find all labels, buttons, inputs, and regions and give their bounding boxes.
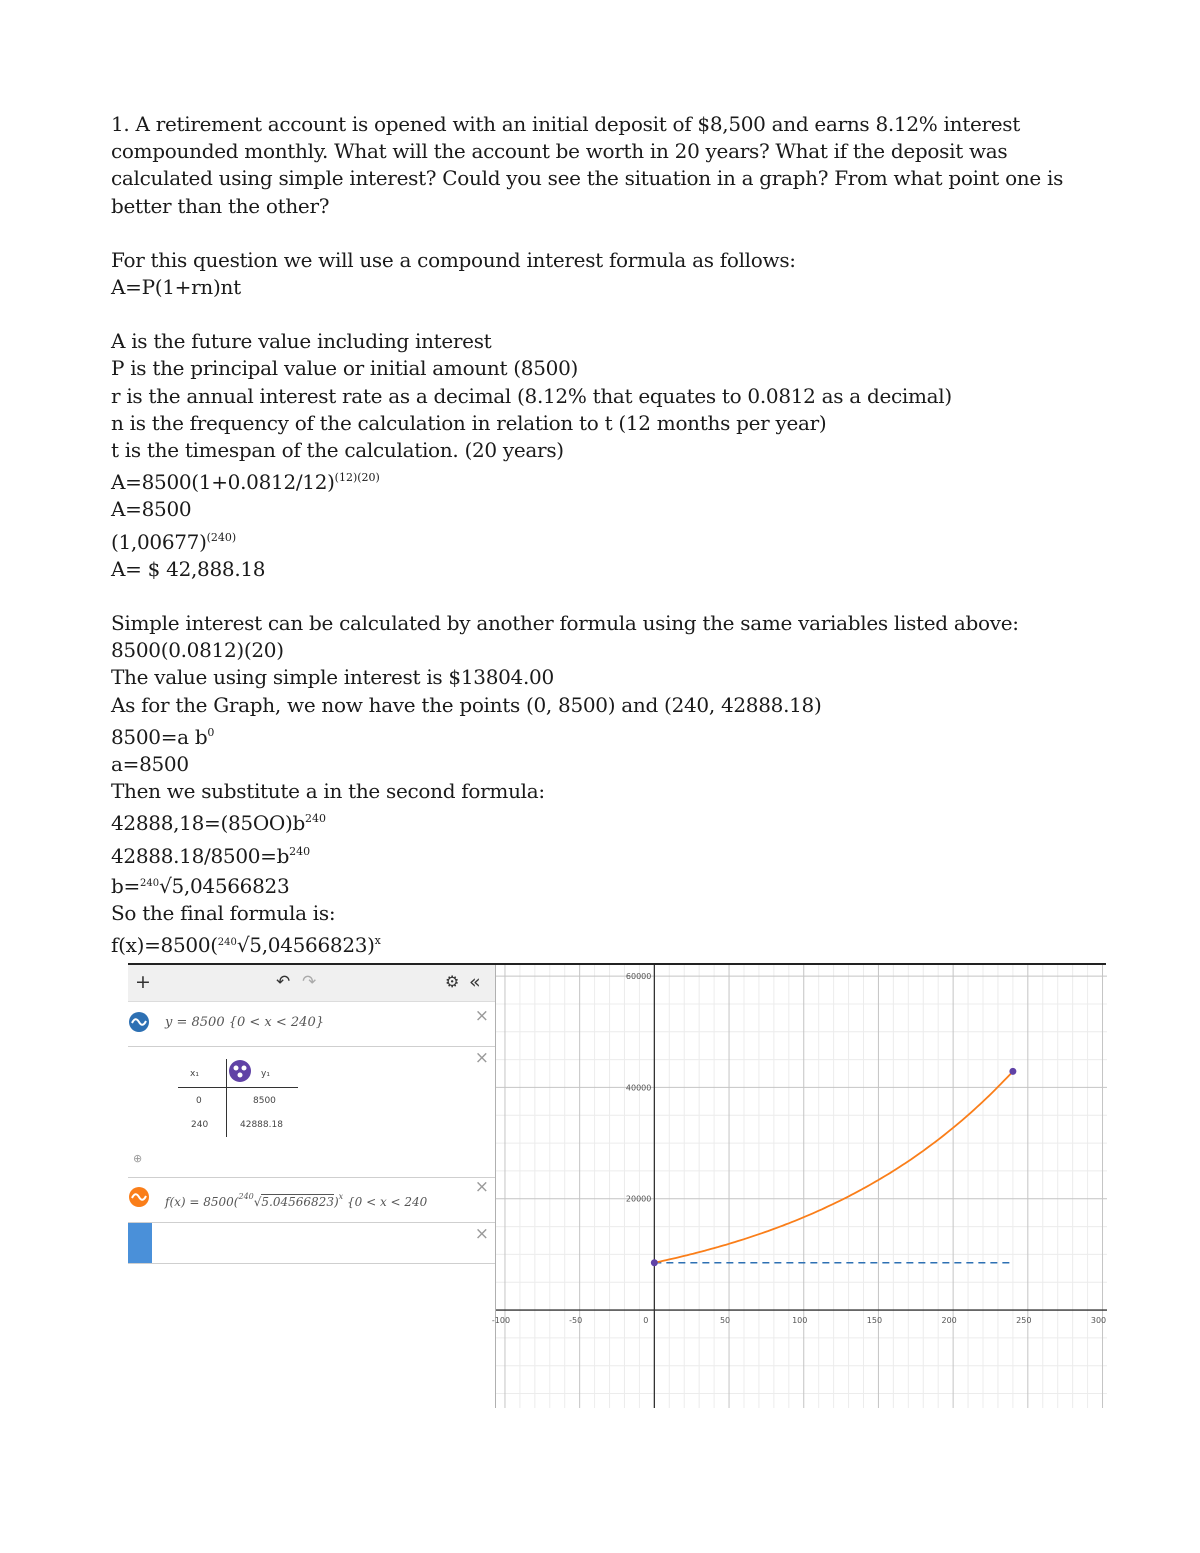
definition-t: t is the timespan of the calculation. (20 years) [111, 438, 564, 463]
data-point [651, 1259, 658, 1266]
expression-toolbar [128, 965, 495, 1002]
wave-icon[interactable] [129, 1012, 149, 1032]
table-cell[interactable]: 240 [191, 1120, 209, 1130]
redo-icon[interactable]: ↷ [302, 972, 317, 992]
empty-expression-row[interactable] [128, 1223, 495, 1264]
calculation-result: A= $ 42,888.18 [111, 556, 266, 581]
definition-n: n is the frequency of the calculation in relation to t (12 months per year) [111, 410, 827, 435]
graph-points-text: As for the Graph, we now have the points (0, 8500) and (240, 42888.18) [111, 692, 822, 717]
x-tick-label: -100 [491, 1316, 511, 1326]
expression-2-radicand: 5.04566823 [261, 1195, 334, 1209]
final-exponent: x [374, 934, 381, 948]
expression-1-text[interactable]: y = 8500 {0 < x < 240} [165, 1015, 324, 1030]
definition-p: P is the principal value or initial amount (8500) [111, 356, 578, 381]
y-tick-label: 20000 [625, 1194, 652, 1204]
step-6 [111, 870, 1091, 900]
delete-icon[interactable]: × [474, 1006, 489, 1026]
step1-exponent: 0 [207, 725, 215, 739]
calc3-base: (1,00677) [111, 529, 207, 554]
x-tick-label: 0 [643, 1316, 649, 1326]
y-tick-label: 40000 [625, 1083, 652, 1093]
calc1-exponent: (12)(20) [334, 471, 380, 485]
final-radicand: √5,04566823) [236, 933, 375, 958]
final-pre: f(x)=8500( [111, 933, 218, 958]
x-tick-label: 300 [1090, 1316, 1107, 1326]
step-5 [111, 838, 1091, 870]
expression-panel [128, 965, 495, 1408]
data-point [1009, 1068, 1016, 1075]
active-row-indicator [128, 1223, 152, 1263]
document-body [111, 111, 1091, 959]
table-row[interactable] [128, 1047, 495, 1178]
simple-formula: 8500(0.0812)(20) [111, 638, 284, 663]
final-label: So the final formula is: [111, 901, 336, 926]
y-tick-label: 60000 [625, 972, 652, 982]
step6-root-index: 240 [139, 877, 160, 889]
expression-2-root-index: 240 [238, 1192, 254, 1201]
table-cell[interactable]: 42888.18 [240, 1120, 283, 1130]
step-3: Then we substitute a in the second formula: [111, 779, 545, 804]
expression-row-1[interactable] [128, 1002, 495, 1047]
calculation-step-3 [111, 524, 1091, 556]
step-1 [111, 719, 1091, 751]
table-cell[interactable]: 0 [196, 1096, 202, 1106]
step5-exponent: 240 [289, 844, 311, 858]
definition-r: r is the annual interest rate as a decimal (8.12% that equates to 0.0812 as a decimal) [111, 383, 952, 408]
point-style-icon[interactable] [228, 1059, 252, 1083]
table-cell[interactable]: 8500 [253, 1096, 276, 1106]
graph-area[interactable] [491, 965, 1107, 1408]
add-icon[interactable]: + [135, 971, 151, 993]
step4-base: 42888,18=(85OO)b [111, 811, 306, 836]
final-formula [111, 927, 1091, 959]
table-column-divider [226, 1059, 227, 1137]
calc3-exponent: (240) [206, 530, 237, 544]
x-tick-label: 50 [719, 1316, 731, 1326]
calculation-step-2: A=8500 [111, 497, 192, 522]
calculation-step-1 [111, 464, 1091, 496]
intro-text: For this question we will use a compound interest formula as follows: [111, 247, 796, 272]
step5-base: 42888.18/8500=b [111, 843, 290, 868]
x-tick-label: 100 [792, 1316, 808, 1326]
step6-pre: b= [111, 873, 140, 898]
step4-exponent: 240 [305, 812, 327, 826]
step1-base: 8500=a b [111, 724, 208, 749]
simple-value: The value using simple interest is $13804.00 [111, 665, 554, 690]
calc1-base: A=8500(1+0.0812/12) [111, 470, 335, 495]
question-text: 1. A retirement account is opened with an initial deposit of $8,500 and earns 8.12% interest compounded monthly. What will the account be worth in 20 years? What if the deposit was calculated using simple interest? Could you see the situation in a graph? From what point one is better than the other? [111, 112, 1064, 218]
simple-intro: Simple interest can be calculated by another formula using the same variables listed above: [111, 611, 1019, 636]
delete-icon[interactable]: × [474, 1177, 489, 1197]
gear-icon[interactable]: ⚙ [445, 972, 460, 991]
table-header-line [178, 1087, 298, 1088]
x-tick-label: 200 [941, 1316, 957, 1326]
final-root-index: 240 [217, 937, 237, 949]
wave-icon[interactable] [129, 1187, 149, 1207]
table-header-x: x₁ [190, 1069, 199, 1079]
table-header-y: y₁ [261, 1069, 270, 1079]
expression-row-2[interactable] [128, 1178, 495, 1223]
x-tick-label: 250 [1016, 1316, 1032, 1326]
delete-icon[interactable]: × [474, 1048, 489, 1068]
delete-icon[interactable]: × [474, 1224, 489, 1244]
x-tick-label: 150 [866, 1316, 883, 1326]
step-2: a=8500 [111, 752, 189, 777]
zoom-fit-icon[interactable]: ⊕ [133, 1152, 143, 1165]
expression-2-text[interactable]: $f(x) = 8500(^{240}√5.04566823)^x$ {0 < x < 240 [165, 1192, 428, 1209]
definition-a: A is the future value including interest [111, 329, 492, 354]
compound-formula: A=P(1+rn)nt [111, 275, 241, 300]
expression-2-exponent: x [338, 1192, 344, 1201]
desmos-screenshot [128, 963, 1106, 1408]
step6-radicand: √5,04566823 [159, 873, 290, 898]
undo-icon[interactable]: ↶ [276, 972, 291, 992]
expression-2-domain: {0 < x < 240 [346, 1195, 428, 1209]
expression-2-head: f(x) = 8500( [165, 1195, 239, 1209]
step-4 [111, 805, 1091, 837]
expression-2-close: ) [333, 1195, 339, 1209]
x-tick-label: -50 [569, 1316, 583, 1326]
collapse-panel-icon[interactable]: « [469, 971, 481, 993]
graph-canvas[interactable] [491, 965, 1107, 1408]
